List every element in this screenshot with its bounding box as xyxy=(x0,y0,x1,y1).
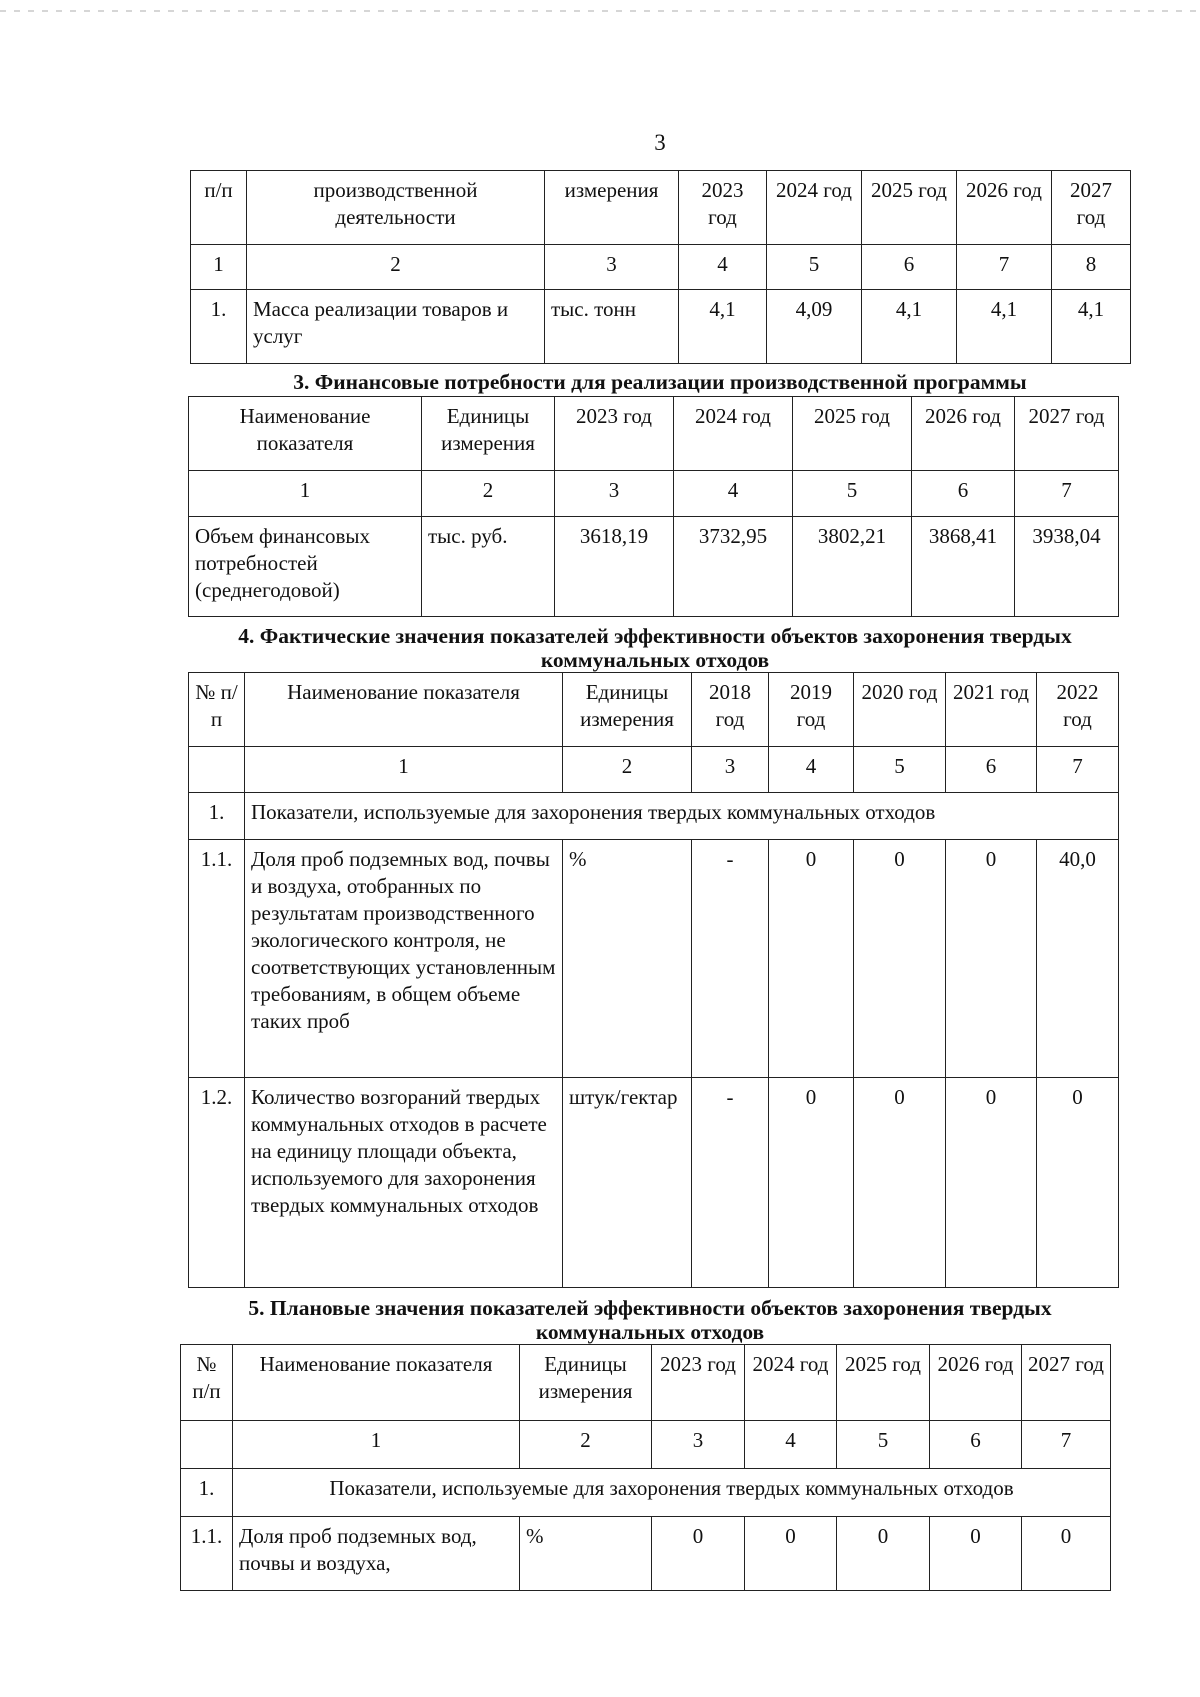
index-cell: 5 xyxy=(837,1421,930,1469)
index-cell: 7 xyxy=(1015,471,1119,517)
table-row xyxy=(189,840,1119,1078)
index-row xyxy=(191,245,1131,290)
production-volume-table xyxy=(190,170,1131,364)
header-cell: 2026 год xyxy=(930,1345,1022,1421)
value-cell: 4,1 xyxy=(1052,290,1131,364)
page-number: 3 xyxy=(654,130,666,155)
unit-cell: тыс. тонн xyxy=(545,290,679,364)
value-cell: 0 xyxy=(652,1517,745,1591)
value-cell: 0 xyxy=(745,1517,837,1591)
value-cell: 3802,21 xyxy=(793,517,912,617)
value-cell: - xyxy=(692,840,769,1078)
value-cell: 0 xyxy=(769,1078,854,1288)
table-row xyxy=(181,1517,1111,1591)
row-number: 1.1. xyxy=(189,840,245,1078)
header-cell: 2023 год xyxy=(652,1345,745,1421)
header-cell: № п/п xyxy=(181,1345,233,1421)
unit-cell: тыс. руб. xyxy=(422,517,555,617)
financial-needs-table xyxy=(188,396,1119,617)
planned-efficiency-table xyxy=(180,1344,1111,1591)
index-cell: 2 xyxy=(563,747,692,793)
header-cell: 2024 год xyxy=(745,1345,837,1421)
value-cell: 0 xyxy=(1037,1078,1119,1288)
section-5-title: 5. Плановые значения показателей эффективности объектов захоронения твердых коммунальных отходов xyxy=(248,1296,1052,1344)
index-cell: 5 xyxy=(793,471,912,517)
actual-efficiency-table xyxy=(188,672,1119,1288)
value-cell: - xyxy=(692,1078,769,1288)
header-cell: Наименование показателя xyxy=(233,1345,520,1421)
section-3-title: 3. Финансовые потребности для реализации производственной программы xyxy=(293,370,1027,394)
unit-cell: % xyxy=(563,840,692,1078)
index-row xyxy=(189,747,1119,793)
header-cell: 2023 год xyxy=(555,397,674,471)
value-cell: 4,1 xyxy=(862,290,957,364)
index-cell: 6 xyxy=(862,245,957,290)
index-cell: 1 xyxy=(189,471,422,517)
index-cell: 3 xyxy=(652,1421,745,1469)
group-row xyxy=(181,1469,1111,1517)
header-cell: 2024 год xyxy=(767,171,862,245)
group-title: Показатели, используемые для захоронения твердых коммунальных отходов xyxy=(233,1469,1111,1517)
index-cell: 5 xyxy=(767,245,862,290)
value-cell: 0 xyxy=(1022,1517,1111,1591)
index-cell: 4 xyxy=(745,1421,837,1469)
index-cell: 1 xyxy=(245,747,563,793)
value-cell: 3732,95 xyxy=(674,517,793,617)
header-cell: № п/п xyxy=(189,673,245,747)
header-cell: 2025 год xyxy=(862,171,957,245)
header-cell: 2025 год xyxy=(837,1345,930,1421)
header-cell: Наименование показателя xyxy=(189,397,422,471)
header-cell: 2027 год xyxy=(1052,171,1131,245)
header-cell: Единицы измерения xyxy=(520,1345,652,1421)
index-row xyxy=(189,471,1119,517)
header-cell: 2027 год xyxy=(1022,1345,1111,1421)
value-cell: 4,09 xyxy=(767,290,862,364)
index-cell: 4 xyxy=(769,747,854,793)
table-row xyxy=(189,1078,1119,1288)
index-cell: 4 xyxy=(679,245,767,290)
unit-cell: % xyxy=(520,1517,652,1591)
value-cell: 0 xyxy=(946,840,1037,1078)
header-cell: 2027 год xyxy=(1015,397,1119,471)
unit-cell: штук/гектар xyxy=(563,1078,692,1288)
index-cell: 7 xyxy=(1037,747,1119,793)
value-cell: 0 xyxy=(854,840,946,1078)
value-cell: 4,1 xyxy=(679,290,767,364)
header-cell: 2026 год xyxy=(912,397,1015,471)
index-cell: 6 xyxy=(930,1421,1022,1469)
index-cell: 3 xyxy=(555,471,674,517)
index-cell: 7 xyxy=(957,245,1052,290)
header-cell: производственной деятельности xyxy=(247,171,545,245)
header-cell: Наименование показателя xyxy=(245,673,563,747)
index-cell: 7 xyxy=(1022,1421,1111,1469)
table-row xyxy=(189,517,1119,617)
value-cell: 0 xyxy=(930,1517,1022,1591)
scan-artifact-line xyxy=(0,10,1200,12)
header-cell: 2019 год xyxy=(769,673,854,747)
value-cell: 4,1 xyxy=(957,290,1052,364)
index-cell: 1 xyxy=(233,1421,520,1469)
index-cell: 1 xyxy=(191,245,247,290)
table-header-row xyxy=(191,171,1131,245)
index-cell xyxy=(181,1421,233,1469)
header-cell: измерения xyxy=(545,171,679,245)
indicator-name: Доля проб подземных вод, почвы и воздуха, xyxy=(233,1517,520,1591)
header-cell: 2026 год xyxy=(957,171,1052,245)
group-title: Показатели, используемые для захоронения твердых коммунальных отходов xyxy=(245,793,1119,840)
row-number: 1.1. xyxy=(181,1517,233,1591)
value-cell: 3618,19 xyxy=(555,517,674,617)
table-header-row xyxy=(189,397,1119,471)
header-cell: 2021 год xyxy=(946,673,1037,747)
index-cell: 8 xyxy=(1052,245,1131,290)
value-cell: 0 xyxy=(769,840,854,1078)
index-cell: 3 xyxy=(692,747,769,793)
header-cell: 2022 год xyxy=(1037,673,1119,747)
value-cell: 0 xyxy=(837,1517,930,1591)
index-row xyxy=(181,1421,1111,1469)
indicator-name: Объем финансовых потребностей (среднегодовой) xyxy=(189,517,422,617)
header-cell: 2020 год xyxy=(854,673,946,747)
indicator-name: Масса реализации товаров и услуг xyxy=(247,290,545,364)
header-cell: Единицы измерения xyxy=(563,673,692,747)
value-cell: 0 xyxy=(946,1078,1037,1288)
table-header-row xyxy=(189,673,1119,747)
indicator-name: Доля проб подземных вод, почвы и воздуха, отобранных по результатам производственного экологического контроля, не соответствующих установленным требованиям, в общем объеме таких проб xyxy=(245,840,563,1078)
header-cell: 2023 год xyxy=(679,171,767,245)
index-cell: 4 xyxy=(674,471,793,517)
section-4-title: 4. Фактические значения показателей эффективности объектов захоронения твердых коммунальных отходов xyxy=(238,624,1072,672)
row-number: 1.2. xyxy=(189,1078,245,1288)
indicator-name: Количество возгораний твердых коммунальных отходов в расчете на единицу площади объекта, используемого для захоронения твердых коммунальных отходов xyxy=(245,1078,563,1288)
index-cell: 6 xyxy=(946,747,1037,793)
index-cell: 6 xyxy=(912,471,1015,517)
index-cell: 3 xyxy=(545,245,679,290)
group-row xyxy=(189,793,1119,840)
table-header-row xyxy=(181,1345,1111,1421)
index-cell xyxy=(189,747,245,793)
row-number: 1. xyxy=(191,290,247,364)
header-cell: п/п xyxy=(191,171,247,245)
header-cell: 2024 год xyxy=(674,397,793,471)
value-cell: 40,0 xyxy=(1037,840,1119,1078)
index-cell: 2 xyxy=(247,245,545,290)
index-cell: 2 xyxy=(422,471,555,517)
index-cell: 5 xyxy=(854,747,946,793)
value-cell: 0 xyxy=(854,1078,946,1288)
value-cell: 3938,04 xyxy=(1015,517,1119,617)
header-cell: 2018 год xyxy=(692,673,769,747)
header-cell: Единицы измерения xyxy=(422,397,555,471)
group-number: 1. xyxy=(181,1469,233,1517)
index-cell: 2 xyxy=(520,1421,652,1469)
table-row xyxy=(191,290,1131,364)
group-number: 1. xyxy=(189,793,245,840)
header-cell: 2025 год xyxy=(793,397,912,471)
value-cell: 3868,41 xyxy=(912,517,1015,617)
